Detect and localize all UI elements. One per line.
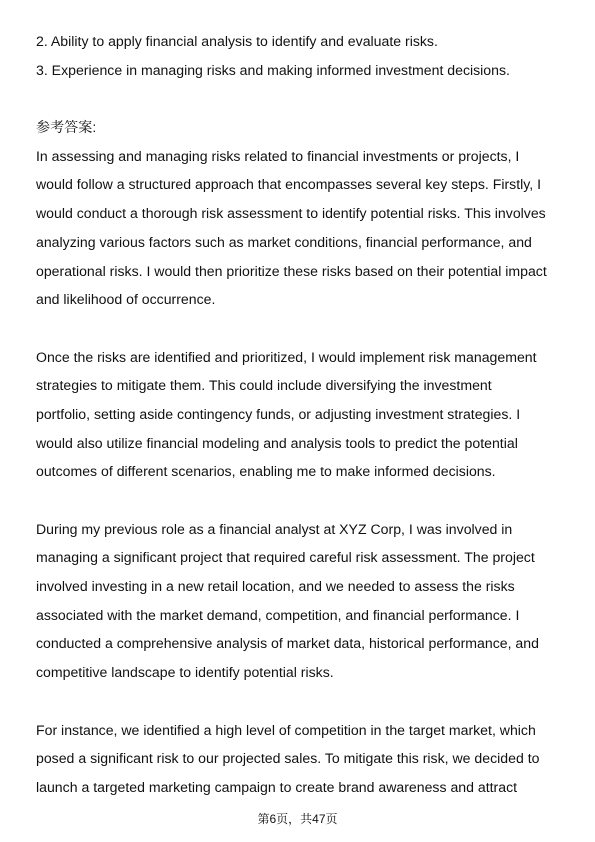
paragraph-line: would also utilize financial modeling and analysis tools to predict the potential [36, 434, 518, 451]
paragraph-line: and likelihood of occurrence. [36, 291, 216, 308]
paragraph-line: managing a significant project that required careful risk assessment. The project [36, 549, 535, 566]
paragraph-line: In assessing and managing risks related to financial investments or projects, I [36, 147, 520, 164]
spacer [36, 314, 564, 343]
paragraph-line: strategies to mitigate them. This could include diversifying the investment [36, 377, 492, 394]
paragraph-line: would conduct a thorough risk assessment to identify potential risks. This involves [36, 205, 546, 222]
spacer [36, 84, 564, 113]
paragraph-line: launch a targeted marketing campaign to create brand awareness and attract [36, 778, 518, 795]
paragraph-line: would follow a structured approach that encompasses several key steps. Firstly, I [36, 176, 541, 193]
paragraph-3 [36, 515, 564, 687]
requirement-item-3: 3. Experience in managing risks and making informed investment decisions. [36, 61, 510, 78]
requirement-item-2: 2. Ability to apply financial analysis to identify and evaluate risks. [36, 33, 438, 49]
paragraph-4 [36, 716, 564, 802]
answer-heading: 参考答案: [36, 119, 97, 136]
paragraph-2 [36, 343, 564, 486]
paragraph-line: During my previous role as a financial analyst at XYZ Corp, I was involved in [36, 520, 513, 537]
paragraph-line: analyzing various factors such as market conditions, financial performance, and [36, 233, 532, 250]
paragraph-1 [36, 142, 564, 314]
spacer [36, 687, 564, 716]
paragraph-line: associated with the market demand, competition, and financial performance. I [36, 606, 520, 623]
spacer [36, 486, 564, 515]
paragraph-line: involved investing in a new retail location, and we needed to assess the risks [36, 578, 515, 595]
page-content [36, 27, 564, 802]
paragraph-line: conducted a comprehensive analysis of market data, historical performance, and [36, 635, 539, 652]
paragraph-line: outcomes of different scenarios, enabling me to make informed decisions. [36, 463, 496, 480]
paragraph-line: operational risks. I would then prioritize these risks based on their potential impact [36, 262, 547, 279]
paragraph-line: portfolio, setting aside contingency funds, or adjusting investment strategies. I [36, 405, 521, 422]
paragraph-line: posed a significant risk to our projected sales. To mitigate this risk, we decided to [36, 750, 540, 767]
paragraph-line: Once the risks are identified and prioritized, I would implement risk management [36, 348, 537, 365]
paragraph-line: competitive landscape to identify potential risks. [36, 664, 334, 681]
paragraph-line: For instance, we identified a high level of competition in the target market, which [36, 721, 536, 738]
page-number-footer: 第6页，共47页 [257, 812, 338, 826]
